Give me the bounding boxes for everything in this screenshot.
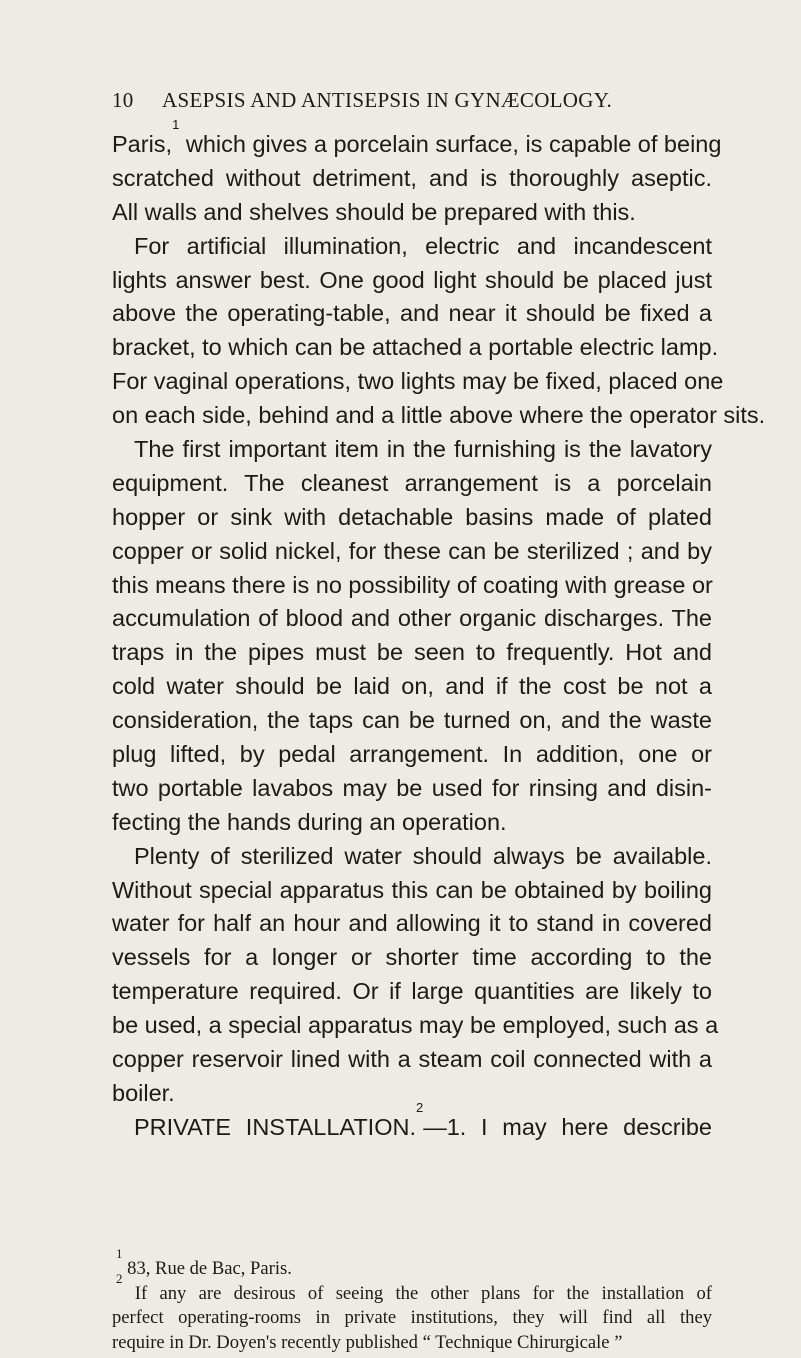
text-line: Plenty of sterilized water should always be available.: [134, 842, 712, 869]
text-line: above the operating-table, and near it should be fixed a: [112, 300, 712, 327]
text-line: accumulation of blood and other organic discharges. The: [112, 605, 712, 632]
text-line: equipment. The cleanest arrangement is a porcelain: [112, 469, 712, 496]
text-line: fecting the hands during an operation.: [112, 808, 507, 835]
footnote: $^1$ 83, Rue de Bac, Paris.: [116, 1246, 292, 1279]
text-line: water for half an hour and allowing it to stand in covered: [112, 910, 712, 937]
footnote-marker: 1: [172, 117, 180, 132]
running-head: [112, 88, 672, 113]
text-line: All walls and shelves should be prepared with this.: [112, 198, 636, 225]
text-line: two portable lavabos may be used for rinsing and disin-: [112, 774, 712, 801]
text-line: The first important item in the furnishing is the lavatory: [134, 436, 712, 463]
text-line: traps in the pipes must be seen to frequently. Hot and: [112, 639, 712, 666]
footnote-continuation: perfect operating-rooms in private institutions, they will find all they: [112, 1307, 712, 1328]
text-line: copper reservoir lined with a steam coil connected with a: [112, 1046, 712, 1073]
footnote-number: 1: [116, 1246, 123, 1261]
text-line: Paris,$^1$ which gives a porcelain surface, is capable of being: [112, 117, 722, 157]
text-line: PRIVATE INSTALLATION.$^2$—1. I may here describe: [134, 1099, 712, 1140]
footnote-number: 2: [116, 1270, 123, 1286]
page-number: 10: [112, 88, 134, 112]
footnote-marker: 2: [415, 1099, 424, 1115]
text-line: lights answer best. One good light should be placed just: [112, 266, 712, 293]
running-head-title: ASEPSIS AND ANTISEPSIS IN GYNÆCOLOGY.: [162, 88, 613, 112]
text-line: bracket, to which can be attached a portable electric lamp.: [112, 334, 719, 361]
text-line: consideration, the taps can be turned on, and the waste: [112, 707, 712, 734]
text-line: Without special apparatus this can be obtained by boiling: [112, 876, 712, 903]
text-line: For artificial illumination, electric and incandescent: [134, 232, 712, 259]
footnote-continuation: require in Dr. Doyen's recently published “ Technique Chirurgicale ”: [112, 1331, 623, 1353]
text-line: plug lifted, by pedal arrangement. In addition, one or: [112, 741, 712, 768]
text-line: be used, a special apparatus may be employed, such as a: [112, 1012, 719, 1039]
text-line: For vaginal operations, two lights may be fixed, placed one: [112, 368, 724, 395]
body-text: [112, 117, 766, 1145]
footnote: $^2$ If any are desirous of seeing the other plans for the installation of: [116, 1270, 712, 1304]
text-line: cold water should be laid on, and if the cost be not a: [112, 673, 712, 700]
footnotes: [112, 1246, 712, 1355]
text-line: vessels for a longer or shorter time according to the: [112, 944, 712, 971]
text-line: this means there is no possibility of coating with grease or: [112, 571, 713, 598]
text-line: on each side, behind and a little above where the operator sits.: [112, 402, 766, 429]
text-line: hopper or sink with detachable basins made of plated: [112, 503, 712, 530]
text-line: temperature required. Or if large quantities are likely to: [112, 978, 712, 1005]
section-heading: PRIVATE INSTALLATION.: [134, 1113, 416, 1140]
text-line: scratched without detriment, and is thoroughly aseptic.: [112, 164, 712, 191]
text-line: copper or solid nickel, for these can be sterilized ; and by: [112, 537, 712, 564]
text-line: boiler.: [112, 1079, 175, 1106]
